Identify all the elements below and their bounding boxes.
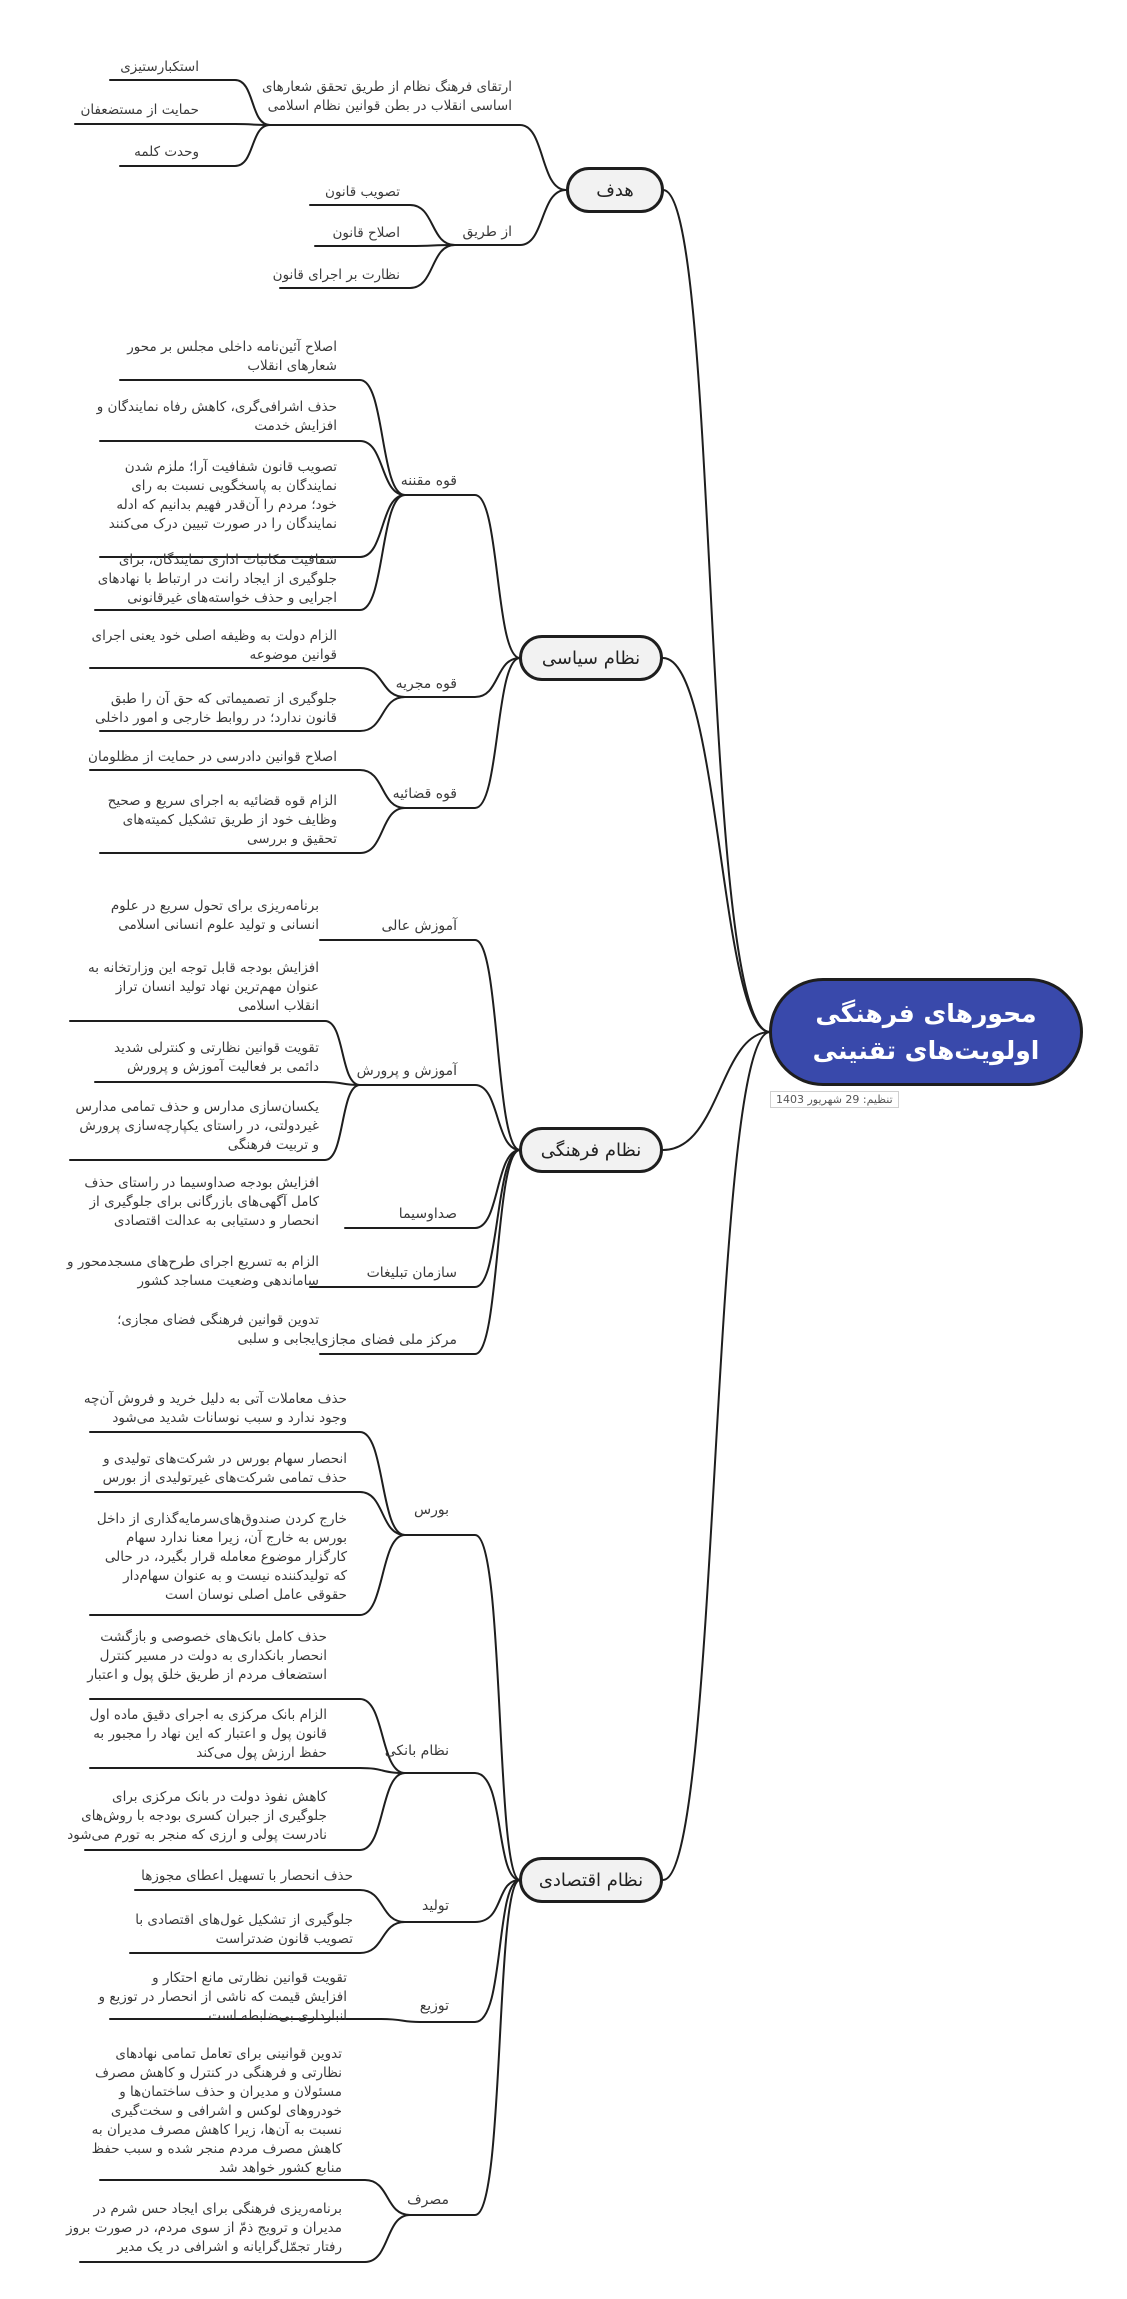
leaf-f4[interactable] (76, 1098, 320, 1155)
leaf-s5-line-1: الزام دولت به وظیفه اصلی خود یعنی اجرای (91, 628, 337, 644)
branch-mojrie[interactable]: قوه مجریه (395, 676, 457, 692)
branch-amoozesh-ali[interactable]: آموزش عالی (381, 918, 457, 934)
leaf-h4[interactable] (325, 183, 400, 202)
leaf-s6-line-2: قانون ندارد؛ در روابط خارجی و امور داخلی (95, 710, 337, 726)
leaf-s7-line-1: اصلاح قوانین دادرسی در حمایت از مظلومان (88, 749, 337, 765)
leaf-f6[interactable] (67, 1253, 319, 1291)
leaf-e10-line-4: خودروهای لوکس و اشرافی و سخت‌گیری (110, 2103, 342, 2119)
leaf-e7-line-1: حذف انحصار با تسهیل اعطای مجوزها (141, 1868, 353, 1884)
leaf-s8-line-2: وظایف خود از طریق تشکیل کمیته‌های (122, 812, 337, 828)
leaf-f2-line-3: انقلاب اسلامی (238, 998, 319, 1014)
root-title-line-2: اولویت‌های تقنینی (812, 1036, 1040, 1065)
leaf-e1[interactable] (84, 1390, 347, 1428)
leaf-f2-line-2: عنوان مهم‌ترین نهاد تولید انسان تراز (115, 979, 319, 995)
leaf-e10-line-2: نظارتی و فرهنگی در کنترل و کاهش مصرف (95, 2065, 342, 2081)
leaf-e2-line-2: حذف تمامی شرکت‌های غیرتولیدی از بورس (102, 1470, 347, 1486)
branch-az-tarigh[interactable]: از طریق (462, 224, 512, 240)
leaf-s5-line-2: قوانین موضوعه (249, 647, 337, 663)
leaf-e8-line-1: جلوگیری از تشکیل غول‌های اقتصادی با (135, 1912, 353, 1928)
leaf-s2-line-2: افزایش خدمت (254, 418, 337, 434)
leaf-f4-line-2: غیردولتی، در راستای یکپارچه‌سازی پرورش (79, 1118, 319, 1134)
leaf-e3-line-4: که تولیدکننده نیست و به عنوان سهام‌دار (123, 1568, 347, 1584)
leaf-s8-line-1: الزام قوه قضائیه به اجرای سریع و صحیح (107, 793, 337, 809)
leaf-f2[interactable] (88, 959, 319, 1016)
leaf-e10-line-7: منابع کشور خواهد شد (219, 2160, 342, 2176)
leaf-e6-line-2: جلوگیری از جبران کسری بودجه با روش‌های (81, 1808, 327, 1824)
leaf-s8-line-3: تحقیق و بررسی (246, 831, 337, 847)
connector-root-eqtesadi (663, 1032, 770, 1880)
leaf-e4-line-2: انحصار بانکداری به دولت در مسیر کنترل (99, 1648, 327, 1664)
leaf-f5[interactable] (84, 1174, 319, 1231)
category-siasi[interactable]: نظام سیاسی (519, 635, 663, 681)
category-farhangi[interactable]: نظام فرهنگی (519, 1127, 663, 1173)
branch-tolid[interactable]: تولید (422, 1898, 449, 1914)
leaf-e1-line-2: وجود ندارد و سبب نوسانات شدید می‌شود (112, 1410, 347, 1426)
category-hadaf[interactable]: هدف (566, 167, 664, 213)
leaf-e1-line-1: حذف معاملات آتی به دلیل خرید و فروش آن‌چه (83, 1391, 347, 1407)
leaf-h4-line-1: تصویب قانون (325, 184, 400, 200)
branch-markaz-majazi[interactable]: مرکز ملی فضای مجازی (317, 1332, 457, 1348)
leaf-h2-line-1: حمایت از مستضعفان (80, 102, 199, 118)
leaf-e4-line-3: استضعاف مردم از طریق خلق پول و اعتبار (87, 1667, 327, 1683)
leaf-s7[interactable] (88, 748, 337, 767)
leaf-s3[interactable] (109, 458, 337, 534)
leaf-f6-line-2: ساماندهی وضعیت مساجد کشور (137, 1273, 319, 1289)
branch-banki[interactable]: نظام بانکی (384, 1743, 449, 1759)
leaf-s1-line-1: اصلاح آئین‌نامه داخلی مجلس بر محور (127, 339, 337, 355)
branch-ertegha-line-1: ارتقای فرهنگ نظام از طریق تحقق شعارهای (261, 79, 512, 95)
branch-moghanane[interactable]: قوه مقننه (400, 473, 457, 489)
leaf-e5[interactable] (90, 1706, 327, 1763)
leaf-f6-line-1: الزام به تسریع اجرای طرح‌های مسجدمحور و (67, 1254, 319, 1270)
root-title-line-1: محورهای فرهنگی (815, 999, 1037, 1028)
leaf-f4-line-3: و تربیت فرهنگی (227, 1137, 319, 1153)
leaf-e10[interactable] (92, 2045, 342, 2178)
leaf-f3-line-2: دائمی بر فعالیت آموزش و پرورش (127, 1059, 319, 1075)
leaf-s4[interactable] (98, 551, 337, 608)
leaf-s1[interactable] (127, 338, 337, 376)
date-badge: تنظیم: 29 شهریور 1403 (770, 1091, 899, 1108)
leaf-h3-line-1: وحدت کلمه (134, 144, 199, 160)
leaf-e9-line-3: انبارداری بی‌ضابطه است (208, 2008, 347, 2024)
leaf-e5-line-2: قانون پول و اعتبار که این نهاد را مجبور به (93, 1726, 327, 1742)
leaf-f5-line-1: افزایش بودجه صداوسیما در راستای حذف (84, 1175, 319, 1191)
branch-amoozesh-parvaresh[interactable]: آموزش و پرورش (356, 1063, 457, 1079)
leaf-e10-line-6: کاهش مصرف مردم منجر شده و سبب حفظ (91, 2141, 342, 2157)
leaf-s4-line-3: اجرایی و حذف خواسته‌های غیرقانونی (127, 590, 337, 606)
leaf-h1-line-1: استکبارستیزی (120, 59, 199, 75)
leaf-h6-line-1: نظارت بر اجرای قانون (272, 267, 400, 283)
leaf-h5[interactable] (333, 224, 401, 243)
leaf-e3-line-3: کارگزار موضوع معامله قرار بگیرد، در حالی (104, 1549, 347, 1565)
leaf-f5-line-2: کامل آگهی‌های بازرگانی برای جلوگیری از (89, 1194, 319, 1210)
leaf-s1-line-2: شعارهای انقلاب (247, 358, 337, 374)
leaf-e11-line-3: رفتار تجمّل‌گرایانه و اشرافی در یک مدیر (117, 2239, 342, 2255)
leaf-f1-line-2: انسانی و تولید علوم انسانی اسلامی (118, 917, 319, 933)
leaf-f1-line-1: برنامه‌ریزی برای تحول سریع در علوم (110, 898, 319, 914)
connector-hadaf-ertegha (270, 125, 566, 190)
leaf-e2-line-1: انحصار سهام بورس در شرکت‌های تولیدی و (103, 1451, 347, 1467)
leaf-s3-line-2: نمایندگان به پاسخگویی نسبت به رای (131, 478, 337, 494)
leaf-e11-line-2: مدیران و ترویج ذمّ از سوی مردم، در صورت بروز (66, 2220, 342, 2236)
leaf-e5-line-1: الزام بانک مرکزی به اجرای دقیق ماده اول (89, 1707, 327, 1723)
leaf-s6[interactable] (95, 690, 337, 728)
connector-root-farhangi (663, 1032, 770, 1150)
leaf-s6-line-1: جلوگیری از تصمیماتی که حق آن را طبق (110, 691, 337, 707)
leaf-f7-line-1: تدوین قوانین فرهنگی فضای مجازی؛ (117, 1312, 319, 1328)
leaf-s4-line-1: شفافیت مکاتبات اداری نمایندگان، برای (118, 552, 337, 568)
leaf-s8[interactable] (108, 792, 337, 849)
leaf-s2[interactable] (97, 398, 337, 436)
branch-ghazaie[interactable]: قوه قضائیه (392, 786, 457, 802)
branch-tablighat[interactable]: سازمان تبلیغات (366, 1265, 457, 1281)
leaf-h1[interactable] (120, 58, 199, 77)
leaf-e3-line-1: خارج کردن صندوق‌های‌سرمایه‌گذاری از داخل (96, 1511, 347, 1527)
leaf-e10-line-5: نسبت به آن‌ها، زیرا کاهش مصرف مدیران به (91, 2122, 342, 2138)
connector-root-hadaf (663, 190, 770, 1032)
leaf-e6-line-3: نادرست پولی و ارزی که منجر به تورم می‌شود (67, 1827, 327, 1843)
leaf-e10-line-3: مسئولان و مدیران و حذف ساختمان‌ها و (119, 2084, 342, 2100)
leaf-e8[interactable] (135, 1911, 353, 1949)
leaf-s4-line-2: جلوگیری از ایجاد رانت در ارتباط با نهادهای (97, 571, 337, 587)
leaf-e2[interactable] (103, 1450, 347, 1488)
leaf-e7[interactable] (141, 1867, 353, 1886)
leaf-s3-line-1: تصویب قانون شفافیت آرا؛ ملزم شدن (124, 459, 337, 475)
branch-masraf[interactable]: مصرف (407, 2192, 449, 2208)
leaf-s5[interactable] (92, 627, 338, 665)
leaf-f3-line-1: تقویت قوانین نظارتی و کنترلی شدید (114, 1040, 319, 1056)
leaf-f7-line-2: ایجابی و سلبی (237, 1331, 319, 1347)
leaf-s2-line-1: حذف اشرافی‌گری، کاهش رفاه نمایندگان و (96, 399, 337, 415)
leaf-f2-line-1: افزایش بودجه قابل توجه این وزارتخانه به (88, 960, 319, 976)
leaf-e9-line-1: تقویت قوانین نظارتی مانع احتکار و (152, 1970, 347, 1986)
leaf-h3[interactable] (134, 143, 199, 162)
leaf-e4[interactable] (87, 1628, 327, 1685)
branch-sedasima[interactable]: صداوسیما (398, 1206, 457, 1222)
leaf-f5-line-3: انحصار و دستیابی به عدالت اقتصادی (113, 1213, 319, 1229)
leaf-e3-line-2: بورس به خارج آن، زیرا معنا ندارد سهام (125, 1530, 347, 1546)
leaf-e8-line-2: تصویب قانون ضدتراست (215, 1931, 353, 1947)
root-node[interactable] (769, 978, 1083, 1086)
branch-ertegha-line-2: اساسی انقلاب در بطن قوانین نظام اسلامی (267, 98, 512, 114)
leaf-e11[interactable] (66, 2200, 342, 2257)
branch-ertegha[interactable] (262, 78, 512, 116)
leaf-e4-line-1: حذف کامل بانک‌های خصوصی و بازگشت (100, 1629, 327, 1645)
leaf-e9-line-2: افزایش قیمت که ناشی از انحصار در توزیع و (98, 1989, 347, 2005)
leaf-f4-line-1: یکسان‌سازی مدارس و حذف تمامی مدارس (75, 1099, 319, 1115)
leaf-h5-line-1: اصلاح قانون (332, 225, 400, 241)
leaf-e11-line-1: برنامه‌ریزی فرهنگی برای ایجاد حس شرم در (93, 2201, 342, 2217)
leaf-h2[interactable] (80, 101, 199, 120)
leaf-e6[interactable] (67, 1788, 327, 1845)
leaf-f1[interactable] (111, 897, 319, 935)
branch-bourse[interactable]: بورس (414, 1502, 449, 1518)
leaf-h6[interactable] (273, 266, 400, 285)
leaf-e5-line-3: حفظ ارزش پول می‌کند (196, 1745, 327, 1761)
leaf-f3[interactable] (114, 1039, 319, 1077)
category-eqtesadi[interactable]: نظام اقتصادی (519, 1857, 663, 1903)
leaf-s3-line-4: نمایندگان را در صورت تبیین درک می‌کنند (108, 516, 337, 532)
leaf-f7[interactable] (117, 1311, 319, 1349)
leaf-e3[interactable] (97, 1510, 347, 1605)
leaf-e9[interactable] (99, 1969, 347, 2026)
leaf-e6-line-1: کاهش نفوذ دولت در بانک مرکزی برای (112, 1789, 327, 1805)
leaf-s3-line-3: خود؛ مردم را آن‌قدر فهیم بدانیم که ادله (116, 497, 337, 513)
leaf-e10-line-1: تدوین قوانینی برای تعامل تمامی نهادهای (115, 2046, 342, 2062)
leaf-e3-line-5: حقوقی عامل اصلی نوسان است (165, 1587, 347, 1603)
branch-tozi[interactable]: توزیع (419, 1998, 449, 2014)
